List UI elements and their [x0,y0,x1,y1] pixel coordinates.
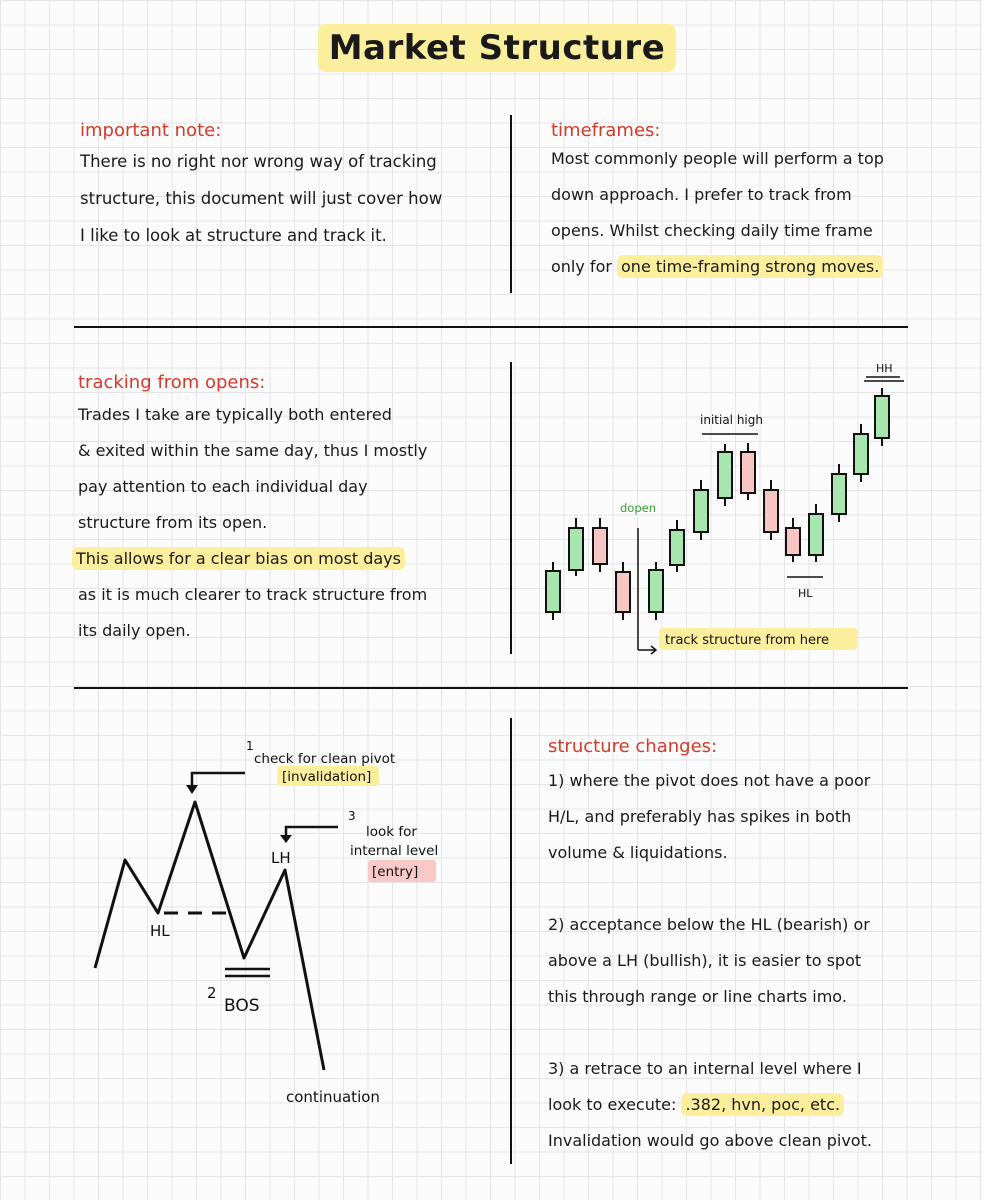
text-line: above a LH (bullish), it is easier to spot [548,951,862,970]
price-path [95,802,324,1070]
text-line [78,541,498,577]
bearish-candle [616,572,630,612]
structure-changes-heading: structure changes: [548,736,718,757]
horizontal-divider-1 [74,326,908,328]
hl-label: HL [798,587,813,600]
bearish-candle [764,490,778,532]
text-line: 3) a retrace to an internal level where I [548,1059,862,1078]
text-line: Most commonly people will perform a top [551,149,884,168]
text-line: & exited within the same day, thus I mostly [78,441,428,460]
bos-label: BOS [224,996,260,1016]
text-line: opens. Whilst checking daily time frame [551,221,873,240]
invalidation-label: [invalidation] [282,769,372,785]
pivot-arrow-head [186,785,198,794]
pivot-arrow [192,773,245,787]
tracking-section [78,372,498,649]
hh-label: HH [876,362,893,375]
text-line: 1) where the pivot does not have a poor [548,771,871,790]
bullish-candle [694,490,708,532]
bullish-candle [546,571,560,612]
internal-level-arrow-head [280,835,292,843]
candlestick-illustration [520,350,920,670]
initial-high-label: initial high [700,413,763,427]
structure-changes-section [548,736,928,1159]
text-line: There is no right nor wrong way of tracking [80,152,437,171]
timeframes-section [551,120,921,285]
step-2-number: 2 [207,984,217,1002]
look-for-label: look for [366,824,417,840]
important-note-heading: important note: [80,120,222,141]
page-title: Market Structure [318,24,676,72]
vertical-divider-top [510,115,512,293]
important-note-section [80,120,500,254]
structure-diagram [80,730,500,1130]
bullish-candle [718,452,732,498]
lh-label: LH [271,849,291,867]
bullish-candle [809,514,823,555]
timeframes-highlight: one time-framing strong moves. [617,255,883,278]
text-line: H/L, and preferably has spikes in both [548,807,852,826]
text-line: this through range or line charts imo. [548,987,847,1006]
hl-label: HL [150,922,170,940]
text-line: Invalidation would go above clean pivot. [548,1131,872,1150]
bullish-candle [569,528,583,570]
tracking-text [78,397,498,649]
text-line [551,249,921,285]
text-line: down approach. I prefer to track from [551,185,852,204]
bullish-candle [649,570,663,612]
bullish-candle [854,434,868,474]
bullish-candle [832,474,846,514]
timeframes-heading: timeframes: [551,120,661,141]
structure-changes-text [548,763,928,1159]
text-span: look to execute: [548,1095,682,1114]
dopen-label: dopen [620,501,656,515]
text-span: only for [551,257,618,276]
bearish-candle [741,452,755,493]
tracking-highlight: This allows for a clear bias on most days [72,547,405,570]
horizontal-divider-2 [74,687,908,689]
track-note: track structure from here [665,633,830,648]
text-line: 2) acceptance below the HL (bearish) or [548,915,870,934]
internal-level-label: internal level [350,843,439,859]
text-line: as it is much clearer to track structure from [78,585,428,604]
bearish-candle [786,528,800,555]
continuation-label: continuation [286,1088,380,1106]
clean-pivot-label: check for clean pivot [254,751,396,767]
vertical-divider-bottom [510,718,512,1164]
text-line: its daily open. [78,621,191,640]
text-line: pay attention to each individual day [78,477,368,496]
text-line: structure from its open. [78,513,268,532]
step-3-number: 3 [348,809,356,823]
text-line: I like to look at structure and track it. [80,226,387,245]
text-line [548,1087,928,1123]
vertical-divider-middle [510,362,512,654]
bullish-candle [670,530,684,565]
bullish-candle [875,396,889,438]
execution-levels-highlight: .382, hvn, poc, etc. [681,1093,844,1116]
text-line: Trades I take are typically both entered [78,405,392,424]
entry-label: [entry] [372,864,419,880]
important-note-text [80,143,500,254]
bearish-candle [593,528,607,564]
step-1-number: 1 [246,739,254,753]
text-line: structure, this document will just cover how [80,189,443,208]
timeframes-text [551,141,921,285]
text-line: volume & liquidations. [548,843,728,862]
tracking-heading: tracking from opens: [78,372,266,393]
internal-level-arrow [286,827,338,837]
